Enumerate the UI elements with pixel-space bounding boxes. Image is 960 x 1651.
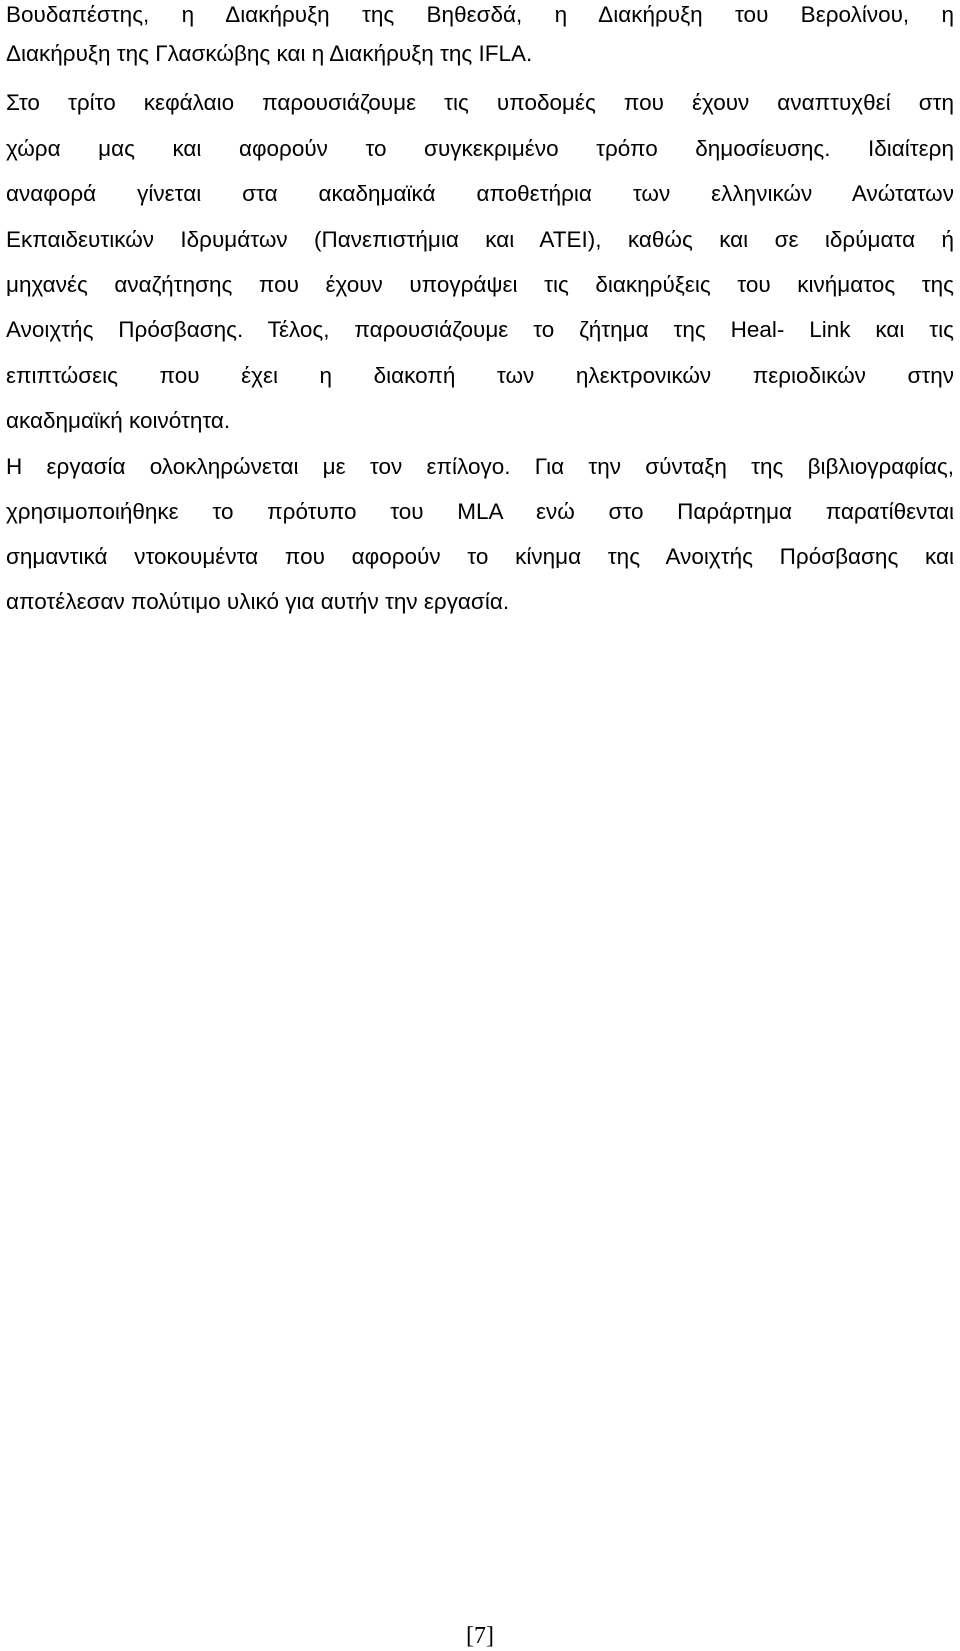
text-line-2: Διακήρυξη της Γλασκώβης και η Διακήρυξη της IFLA. (6, 41, 533, 66)
text-line-10: ακαδημαϊκή κοινότητα. (6, 408, 231, 433)
text-line-7: μηχανές αναζήτησης που έχουν υπογράψει τις διακηρύξεις του κινήματος της (6, 272, 954, 297)
page-number: [7] (466, 1623, 494, 1649)
text-line-8: Ανοιχτής Πρόσβασης. Τέλος, παρουσιάζουμε το ζήτημα της Heal- Link και τις (6, 317, 954, 342)
text-line-11: Η εργασία ολοκληρώνεται με τον επίλογο. Για την σύνταξη της βιβλιογραφίας, (6, 454, 954, 479)
text-line-1: Βουδαπέστης, η Διακήρυξη της Βηθεσδά, η Διακήρυξη του Βερολίνου, η (6, 2, 954, 27)
text-line-5: αναφορά γίνεται στα ακαδημαϊκά αποθετήρια των ελληνικών Ανώτατων (6, 181, 954, 206)
text-line-12: χρησιμοποιήθηκε το πρότυπο του MLA ενώ στο Παράρτημα παρατίθενται (6, 499, 954, 524)
text-line-3: Στο τρίτο κεφάλαιο παρουσιάζουμε τις υποδομές που έχουν αναπτυχθεί στη (6, 90, 954, 115)
text-line-4: χώρα μας και αφορούν το συγκεκριμένο τρόπο δημοσίευσης. Ιδιαίτερη (6, 136, 954, 161)
text-line-13: σημαντικά ντοκουμέντα που αφορούν το κίνημα της Ανοιχτής Πρόσβασης και (6, 544, 954, 569)
text-line-6: Εκπαιδευτικών Ιδρυμάτων (Πανεπιστήμια και ΑΤΕΙ), καθώς και σε ιδρύματα ή (6, 227, 954, 252)
text-line-9: επιπτώσεις που έχει η διακοπή των ηλεκτρονικών περιοδικών στην (6, 363, 954, 388)
text-line-14: αποτέλεσαν πολύτιμο υλικό για αυτήν την εργασία. (6, 589, 510, 614)
